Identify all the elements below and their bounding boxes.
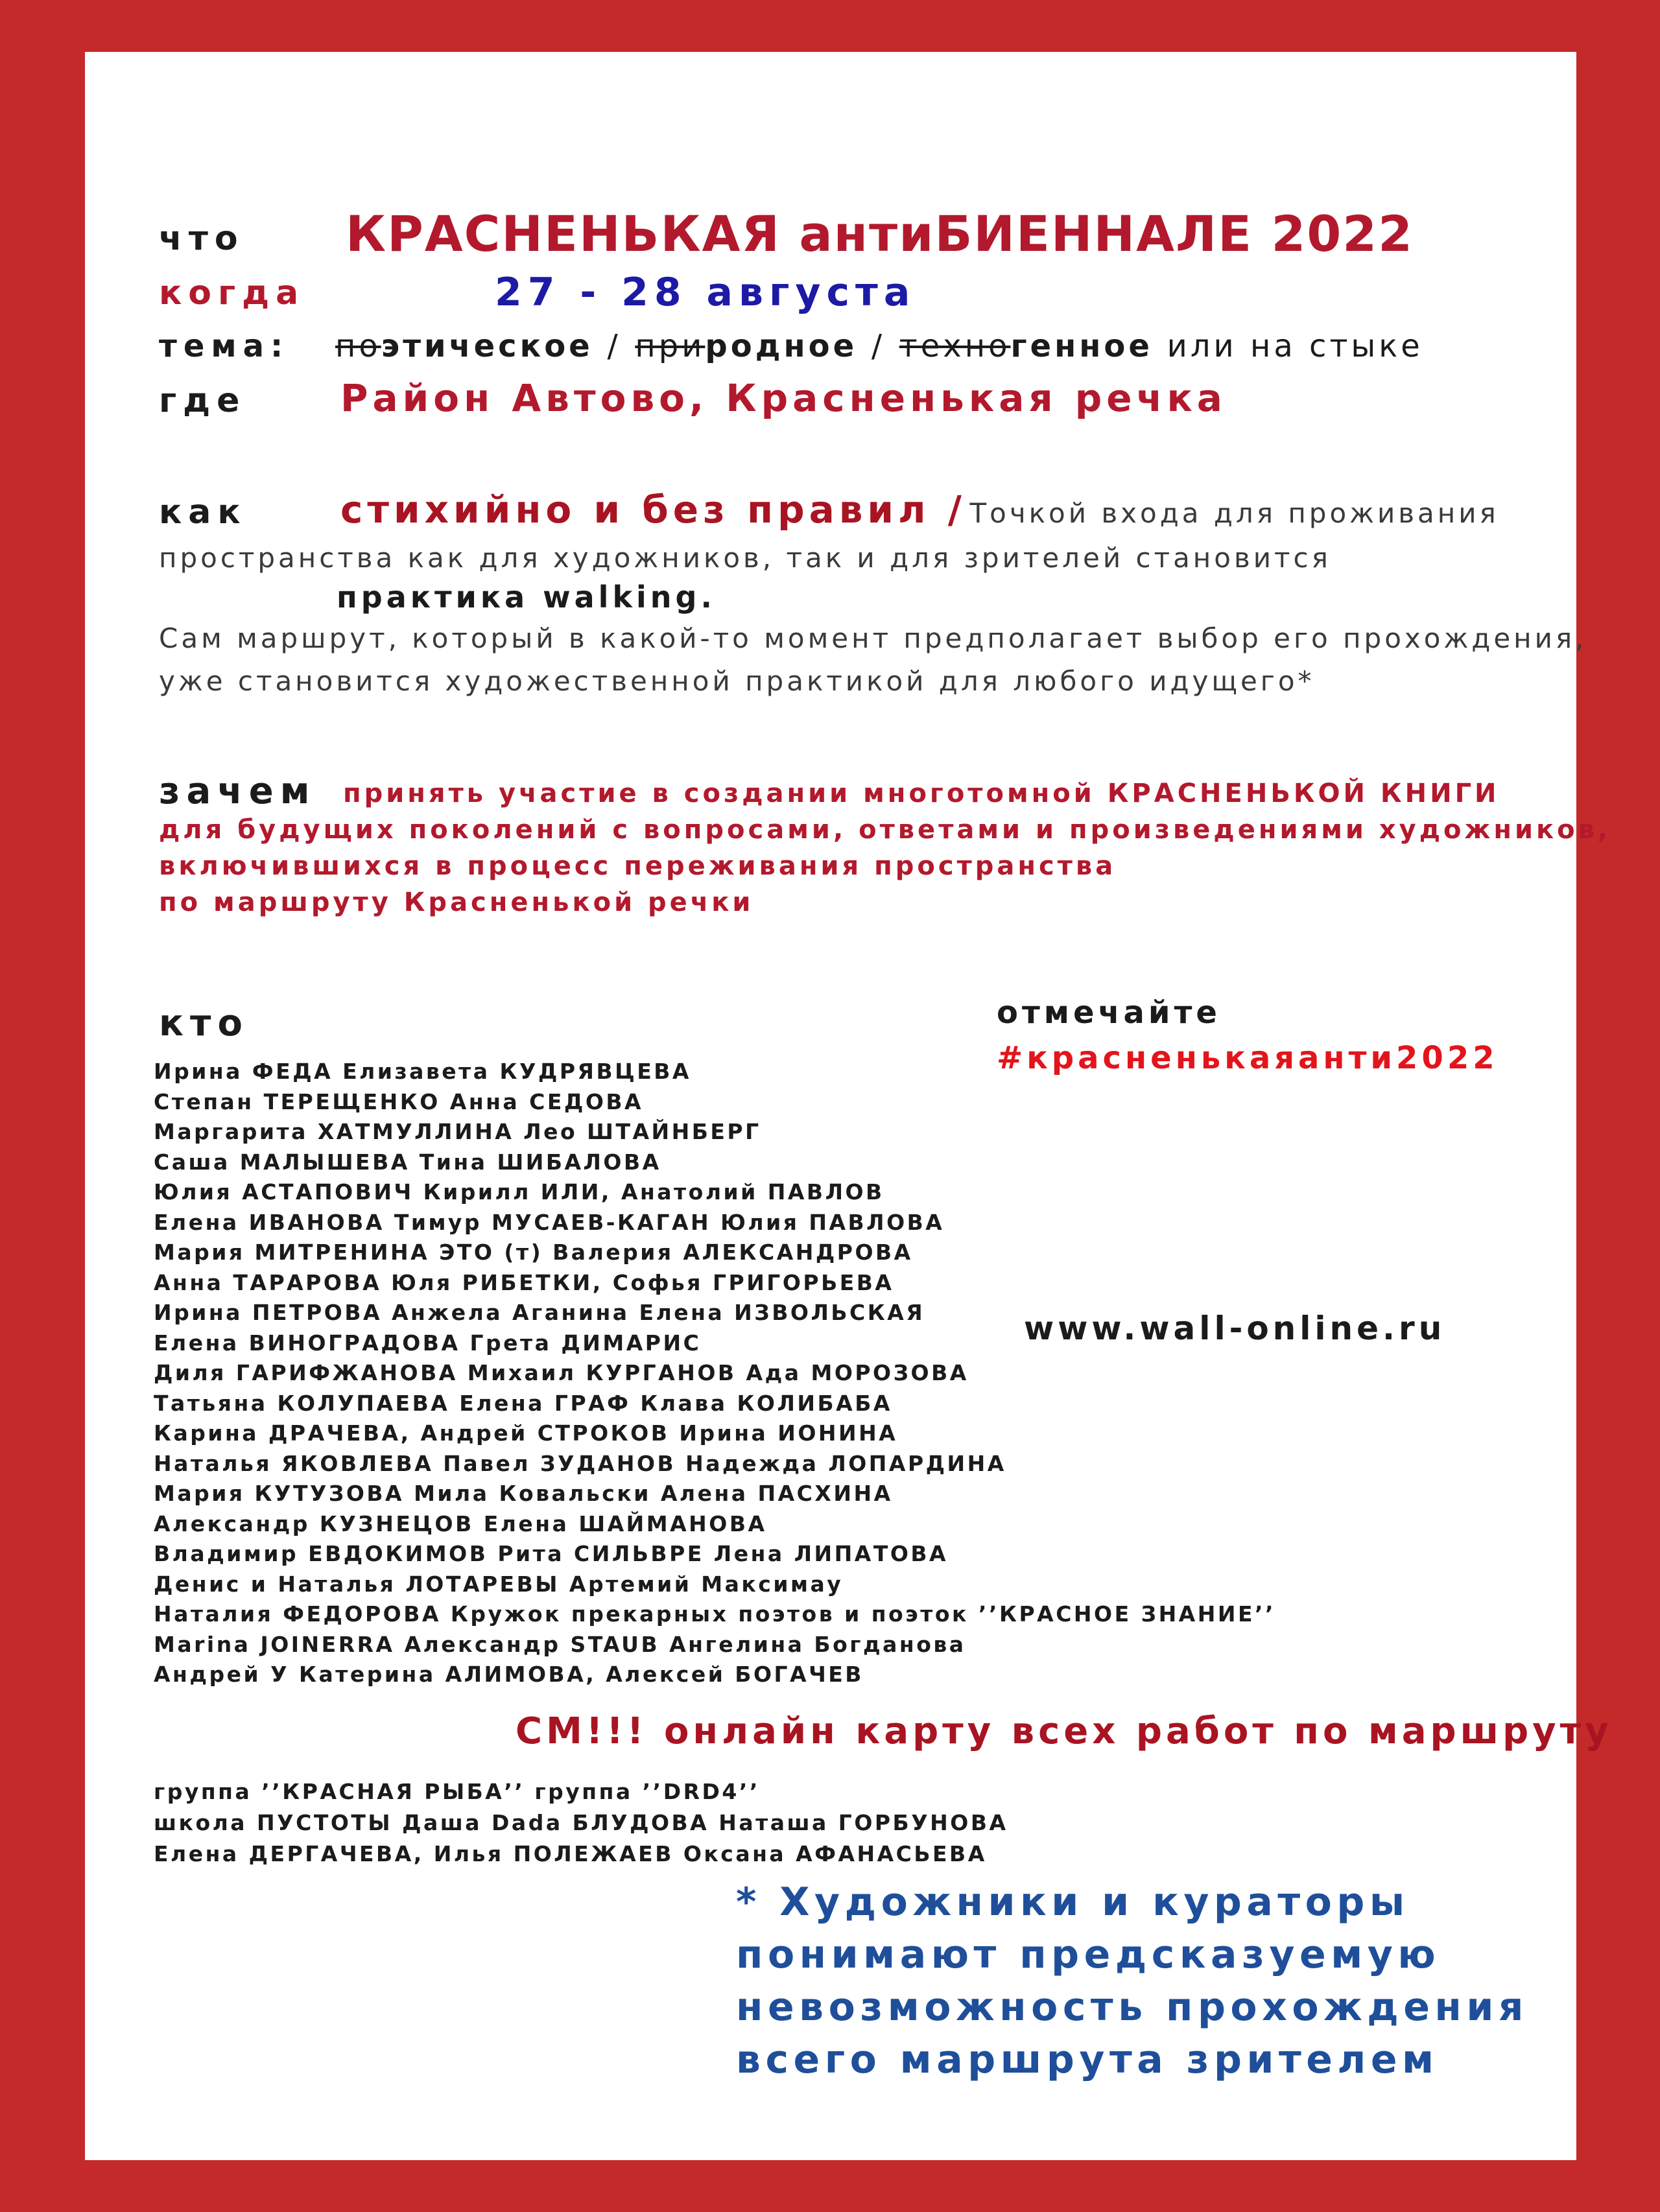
label-what: что [159,219,244,258]
participant-line: Карина ДРАЧЕВА, Андрей СТРОКОВ Ирина ИОНИНА [154,1420,898,1446]
poster-sheet [85,52,1613,2160]
participant-line: Анна ТАРАРОВА Юля РИБЕТКИ, Софья ГРИГОРЬЕВА [154,1269,894,1295]
theme-separator-1: / [607,328,621,364]
label-where: где [159,381,246,420]
label-when: когда [159,274,305,312]
how-line-2: пространства как для художников, так и для зрителей становится [159,542,1331,574]
website-link[interactable]: www.wall-online.ru [1024,1310,1446,1347]
how-line-1-text: Точкой входа для проживания [969,497,1499,529]
participant-line: Елена ВИНОГРАДОВА Грета ДИМАРИС [154,1330,702,1356]
theme-word-1: этическое [381,328,593,364]
participant-line: Диля ГАРИФЖАНОВА Михаил КУРГАНОВ Ада МОРОЗОВА [154,1360,969,1385]
footnote-line: невозможность прохождения [736,1984,1528,2030]
event-location: Район Автово, Красненькая речка [340,376,1227,420]
participant-line: Ирина ПЕТРОВА Анжела Аганина Елена ИЗВОЛЬСКАЯ [154,1300,925,1325]
label-who: кто [159,1002,249,1044]
event-dates: 27 - 28 августа [495,270,916,315]
why-text [159,775,1611,921]
theme-struck-2: при [635,328,706,364]
theme-separator-2: / [871,328,886,364]
participant-line: Татьяна КОЛУПАЕВА Елена ГРАФ Клава КОЛИБАБА [154,1390,892,1416]
label-why: зачем [159,770,316,812]
why-line-3: включившихся в процесс переживания пространства [159,851,1117,881]
participant-line: Ирина ФЕДА Елизавета КУДРЯВЦЕВА [154,1059,691,1084]
participant-line: Андрей У Катерина АЛИМОВА, Алексей БОГАЧЕВ [154,1662,864,1687]
groups-list [154,1776,1008,1870]
hashtag: #красненькаяанти2022 [997,1040,1499,1076]
participant-line: Денис и Наталья ЛОТАРЕВЫ Артемий Максимау [154,1571,844,1597]
how-line-4: Сам маршрут, который в какой-то момент предполагает выбор его прохождения, [159,622,1587,654]
participant-line: Александр КУЗНЕЦОВ Елена ШАЙМАНОВА [154,1511,767,1536]
event-title: КРАСНЕНЬКАЯ антиБИЕННАЛЕ 2022 [346,205,1414,263]
theme-tail: или на стыке [1167,328,1423,364]
group-line: школа ПУСТОТЫ Даша Dada БЛУДОВА Наташа ГОРБУНОВА [154,1810,1008,1835]
group-line: группа ’’КРАСНАЯ РЫБА’’ группа ’’DRD4’’ [154,1779,760,1804]
label-how: как [159,493,247,532]
participant-line: Степан ТЕРЕЩЕНКО Анна СЕДОВА [154,1088,644,1114]
participant-line: Владимир ЕВДОКИМОВ Рита СИЛЬВРЕ Лена ЛИПАТОВА [154,1541,949,1566]
participant-line: Наталия ФЕДОРОВА Кружок прекарных поэтов и поэток ’’КРАСНОЕ ЗНАНИЕ’’ [154,1601,1276,1627]
participant-line: Мария КУТУЗОВА Мила Ковальски Алена ПАСХИНА [154,1481,893,1506]
how-headline: стихийно и без правил / [340,488,966,532]
group-line: Елена ДЕРГАЧЕВА, Илья ПОЛЕЖАЕВ Оксана АФАНАСЬЕВА [154,1841,987,1866]
participant-line: Наталья ЯКОВЛЕВА Павел ЗУДАНОВ Надежда ЛОПАРДИНА [154,1450,1006,1476]
why-line-2: для будущих поколений с вопросами, ответами и произведениями художников, [159,815,1611,845]
participant-line: Юлия АСТАПОВИЧ Кирилл ИЛИ, Анатолий ПАВЛОВ [154,1179,884,1205]
footnote-line: понимают предсказуемую [736,1932,1441,1977]
online-map-note[interactable]: СМ!!! онлайн карту всех работ по маршруту [516,1710,1613,1752]
footnote [736,1876,1528,2086]
why-line-1: принять участие в создании многотомной КРАСНЕНЬКОЙ КНИГИ [343,779,1500,808]
participant-line: Саша МАЛЫШЕВА Тина ШИБАЛОВА [154,1149,661,1175]
participant-line: Елена ИВАНОВА Тимур МУСАЕВ-КАГАН Юлия ПАВЛОВА [154,1209,945,1235]
why-line-4: по маршруту Красненькой речки [159,888,754,917]
tag-prompt: отмечайте [997,994,1221,1031]
how-line-5: уже становится художественной практикой для любого идущего* [159,665,1315,697]
participant-line: Маргарита ХАТМУЛЛИНА Лео ШТАЙНБЕРГ [154,1119,761,1144]
label-theme: тема: [159,328,290,364]
theme-word-2: родное [705,328,858,364]
theme-word-3: генное [1010,328,1153,364]
participant-line: Мария МИТРЕНИНА ЭТО (т) Валерия АЛЕКСАНДРОВА [154,1240,913,1265]
footnote-line: всего маршрута зрителем [736,2037,1439,2082]
participants-list [154,1057,1275,1690]
theme-line [335,328,1423,364]
how-practice: практика walking. [337,580,716,615]
participant-line: Marina JOINERRA Александр STAUB Ангелина Богданова [154,1631,966,1657]
footnote-line: * Художники и кураторы [736,1879,1410,1925]
how-line-1 [340,488,1499,532]
theme-struck-3: техно [899,328,1011,364]
theme-struck-1: по [335,328,381,364]
